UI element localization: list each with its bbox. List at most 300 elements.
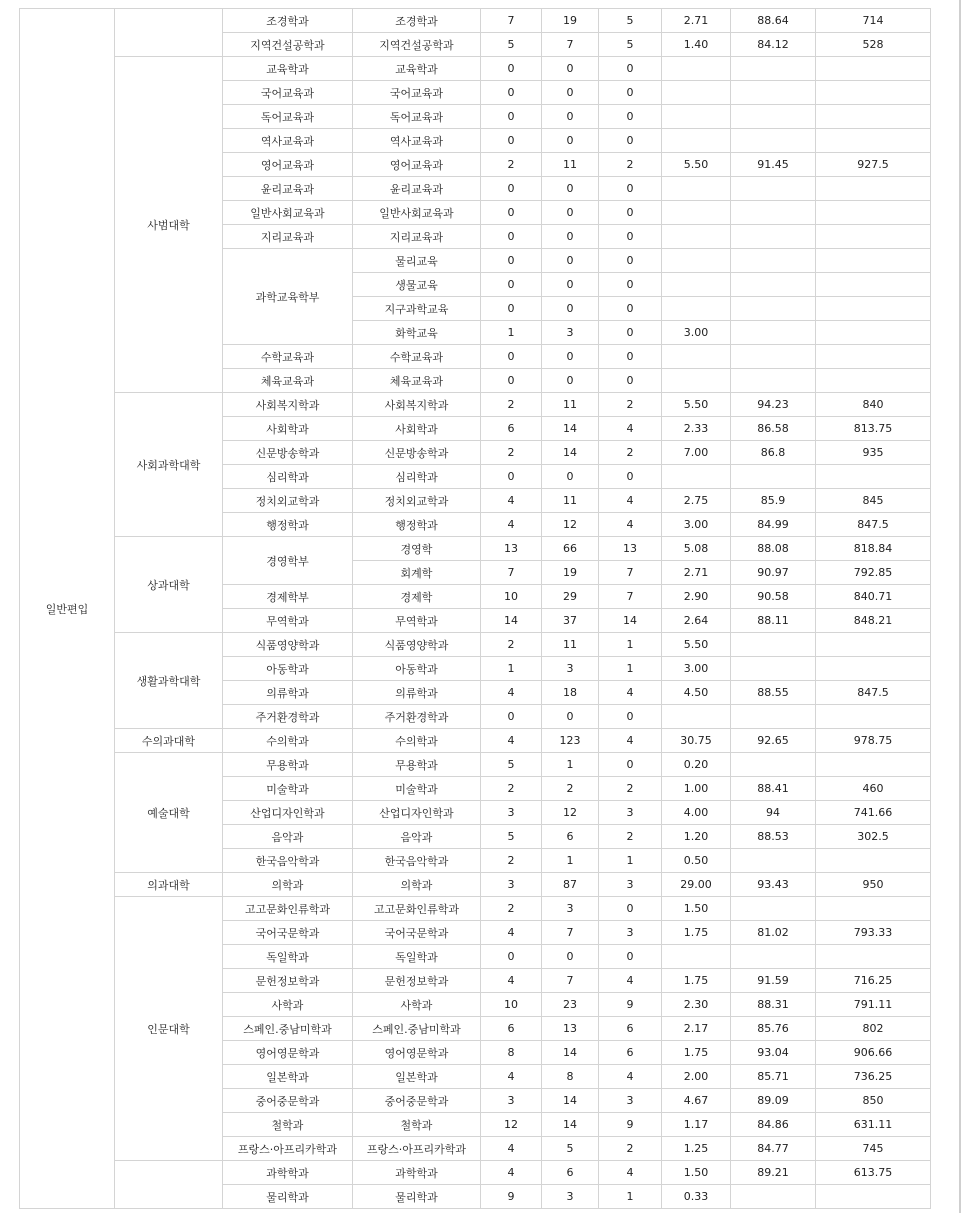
competition-ratio-cell: 2.75 [662, 489, 731, 513]
average-score-cell [731, 369, 816, 393]
applicant-count-cell: 87 [542, 873, 599, 897]
total-score-cell: 818.84 [816, 537, 931, 561]
department-cell: 신문방송학과 [223, 441, 353, 465]
major-cell: 경영학 [353, 537, 481, 561]
major-cell: 경제학 [353, 585, 481, 609]
recruit-count-cell: 4 [481, 921, 542, 945]
average-score-cell: 85.9 [731, 489, 816, 513]
recruit-count-cell: 7 [481, 561, 542, 585]
major-cell: 산업디자인학과 [353, 801, 481, 825]
applicant-count-cell: 0 [542, 297, 599, 321]
recruit-count-cell: 0 [481, 705, 542, 729]
total-score-cell: 791.11 [816, 993, 931, 1017]
competition-ratio-cell: 1.40 [662, 33, 731, 57]
total-score-cell: 792.85 [816, 561, 931, 585]
table-body [20, 9, 931, 1209]
applicant-count-cell: 11 [542, 153, 599, 177]
total-score-cell: 847.5 [816, 513, 931, 537]
total-score-cell [816, 897, 931, 921]
competition-ratio-cell: 3.00 [662, 657, 731, 681]
competition-ratio-cell: 1.20 [662, 825, 731, 849]
admitted-count-cell: 3 [599, 921, 662, 945]
department-cell: 프랑스·아프리카학과 [223, 1137, 353, 1161]
major-cell: 일반사회교육과 [353, 201, 481, 225]
applicant-count-cell: 3 [542, 657, 599, 681]
applicant-count-cell: 14 [542, 1041, 599, 1065]
admission-results-table [19, 8, 931, 1209]
recruit-count-cell: 2 [481, 633, 542, 657]
average-score-cell: 88.08 [731, 537, 816, 561]
department-cell: 조경학과 [223, 9, 353, 33]
table-row [20, 393, 931, 417]
major-cell: 국어국문학과 [353, 921, 481, 945]
applicant-count-cell: 0 [542, 81, 599, 105]
average-score-cell: 94.23 [731, 393, 816, 417]
total-score-cell: 847.5 [816, 681, 931, 705]
department-cell: 역사교육과 [223, 129, 353, 153]
total-score-cell [816, 705, 931, 729]
applicant-count-cell: 0 [542, 705, 599, 729]
total-score-cell: 845 [816, 489, 931, 513]
major-cell: 국어교육과 [353, 81, 481, 105]
competition-ratio-cell: 5.50 [662, 393, 731, 417]
competition-ratio-cell: 3.00 [662, 321, 731, 345]
recruit-count-cell: 4 [481, 513, 542, 537]
total-score-cell [816, 297, 931, 321]
competition-ratio-cell: 29.00 [662, 873, 731, 897]
admitted-count-cell: 1 [599, 1185, 662, 1209]
total-score-cell [816, 177, 931, 201]
total-score-cell: 460 [816, 777, 931, 801]
admitted-count-cell: 0 [599, 201, 662, 225]
applicant-count-cell: 0 [542, 465, 599, 489]
major-cell: 역사교육과 [353, 129, 481, 153]
department-cell: 독어교육과 [223, 105, 353, 129]
competition-ratio-cell: 4.50 [662, 681, 731, 705]
recruit-count-cell: 4 [481, 681, 542, 705]
competition-ratio-cell: 2.00 [662, 1065, 731, 1089]
department-cell: 의류학과 [223, 681, 353, 705]
competition-ratio-cell: 1.75 [662, 921, 731, 945]
major-cell: 스페인.중남미학과 [353, 1017, 481, 1041]
table-row [20, 753, 931, 777]
applicant-count-cell: 6 [542, 825, 599, 849]
college-cell: 생활과학대학 [115, 633, 223, 729]
major-cell: 식품영양학과 [353, 633, 481, 657]
major-cell: 과학학과 [353, 1161, 481, 1185]
applicant-count-cell: 0 [542, 177, 599, 201]
major-cell: 독일학과 [353, 945, 481, 969]
applicant-count-cell: 1 [542, 849, 599, 873]
competition-ratio-cell: 2.64 [662, 609, 731, 633]
average-score-cell [731, 177, 816, 201]
table-row [20, 729, 931, 753]
recruit-count-cell: 1 [481, 657, 542, 681]
admitted-count-cell: 7 [599, 585, 662, 609]
average-score-cell [731, 465, 816, 489]
admitted-count-cell: 2 [599, 153, 662, 177]
table-row [20, 873, 931, 897]
major-cell: 아동학과 [353, 657, 481, 681]
average-score-cell: 93.43 [731, 873, 816, 897]
recruit-count-cell: 2 [481, 441, 542, 465]
average-score-cell [731, 321, 816, 345]
total-score-cell [816, 129, 931, 153]
competition-ratio-cell: 2.71 [662, 9, 731, 33]
recruit-count-cell: 0 [481, 57, 542, 81]
competition-ratio-cell [662, 369, 731, 393]
average-score-cell: 84.12 [731, 33, 816, 57]
recruit-count-cell: 4 [481, 489, 542, 513]
average-score-cell [731, 57, 816, 81]
competition-ratio-cell: 2.33 [662, 417, 731, 441]
competition-ratio-cell: 2.90 [662, 585, 731, 609]
department-cell: 영어교육과 [223, 153, 353, 177]
major-cell: 수의학과 [353, 729, 481, 753]
applicant-count-cell: 19 [542, 561, 599, 585]
department-cell: 문헌정보학과 [223, 969, 353, 993]
major-cell: 생물교육 [353, 273, 481, 297]
recruit-count-cell: 4 [481, 1065, 542, 1089]
department-cell: 철학과 [223, 1113, 353, 1137]
average-score-cell [731, 945, 816, 969]
competition-ratio-cell [662, 273, 731, 297]
competition-ratio-cell [662, 201, 731, 225]
recruit-count-cell: 0 [481, 945, 542, 969]
average-score-cell: 84.99 [731, 513, 816, 537]
major-cell: 고고문화인류학과 [353, 897, 481, 921]
total-score-cell: 714 [816, 9, 931, 33]
average-score-cell: 84.77 [731, 1137, 816, 1161]
average-score-cell: 88.41 [731, 777, 816, 801]
college-cell: 사범대학 [115, 57, 223, 393]
recruit-count-cell: 9 [481, 1185, 542, 1209]
total-score-cell: 631.11 [816, 1113, 931, 1137]
major-cell: 일본학과 [353, 1065, 481, 1089]
major-cell: 지구과학교육 [353, 297, 481, 321]
average-score-cell [731, 297, 816, 321]
recruit-count-cell: 6 [481, 1017, 542, 1041]
average-score-cell: 90.97 [731, 561, 816, 585]
admitted-count-cell: 0 [599, 81, 662, 105]
average-score-cell [731, 249, 816, 273]
admitted-count-cell: 5 [599, 9, 662, 33]
major-cell: 정치외교학과 [353, 489, 481, 513]
admitted-count-cell: 0 [599, 897, 662, 921]
total-score-cell [816, 465, 931, 489]
recruit-count-cell: 0 [481, 81, 542, 105]
major-cell: 교육학과 [353, 57, 481, 81]
applicant-count-cell: 0 [542, 345, 599, 369]
competition-ratio-cell: 0.20 [662, 753, 731, 777]
competition-ratio-cell: 1.25 [662, 1137, 731, 1161]
department-cell: 무역학과 [223, 609, 353, 633]
major-cell: 음악과 [353, 825, 481, 849]
competition-ratio-cell [662, 105, 731, 129]
applicant-count-cell: 0 [542, 273, 599, 297]
competition-ratio-cell: 2.71 [662, 561, 731, 585]
average-score-cell: 86.58 [731, 417, 816, 441]
applicant-count-cell: 18 [542, 681, 599, 705]
major-cell: 영어영문학과 [353, 1041, 481, 1065]
admitted-count-cell: 0 [599, 105, 662, 129]
department-cell: 고고문화인류학과 [223, 897, 353, 921]
competition-ratio-cell: 1.00 [662, 777, 731, 801]
competition-ratio-cell [662, 225, 731, 249]
average-score-cell [731, 657, 816, 681]
competition-ratio-cell: 5.50 [662, 633, 731, 657]
average-score-cell [731, 201, 816, 225]
applicant-count-cell: 7 [542, 33, 599, 57]
total-score-cell [816, 1185, 931, 1209]
applicant-count-cell: 3 [542, 897, 599, 921]
total-score-cell [816, 321, 931, 345]
department-cell: 물리학과 [223, 1185, 353, 1209]
admitted-count-cell: 3 [599, 1089, 662, 1113]
admitted-count-cell: 0 [599, 57, 662, 81]
admitted-count-cell: 13 [599, 537, 662, 561]
average-score-cell [731, 849, 816, 873]
average-score-cell: 92.65 [731, 729, 816, 753]
department-cell: 일본학과 [223, 1065, 353, 1089]
major-cell: 독어교육과 [353, 105, 481, 129]
admitted-count-cell: 6 [599, 1017, 662, 1041]
competition-ratio-cell: 0.33 [662, 1185, 731, 1209]
applicant-count-cell: 8 [542, 1065, 599, 1089]
department-cell: 한국음악학과 [223, 849, 353, 873]
competition-ratio-cell: 2.17 [662, 1017, 731, 1041]
total-score-cell [816, 81, 931, 105]
average-score-cell [731, 633, 816, 657]
average-score-cell: 93.04 [731, 1041, 816, 1065]
average-score-cell: 84.86 [731, 1113, 816, 1137]
average-score-cell: 85.76 [731, 1017, 816, 1041]
total-score-cell: 978.75 [816, 729, 931, 753]
applicant-count-cell: 0 [542, 225, 599, 249]
recruit-count-cell: 7 [481, 9, 542, 33]
applicant-count-cell: 12 [542, 513, 599, 537]
admitted-count-cell: 2 [599, 441, 662, 465]
recruit-count-cell: 4 [481, 729, 542, 753]
total-score-cell [816, 369, 931, 393]
recruit-count-cell: 4 [481, 1137, 542, 1161]
major-cell: 의학과 [353, 873, 481, 897]
average-score-cell [731, 225, 816, 249]
admitted-count-cell: 0 [599, 945, 662, 969]
average-score-cell: 91.45 [731, 153, 816, 177]
college-cell: 인문대학 [115, 897, 223, 1161]
applicant-count-cell: 19 [542, 9, 599, 33]
recruit-count-cell: 0 [481, 273, 542, 297]
recruit-count-cell: 2 [481, 393, 542, 417]
table-row [20, 1161, 931, 1185]
admitted-count-cell: 3 [599, 801, 662, 825]
competition-ratio-cell: 30.75 [662, 729, 731, 753]
department-cell: 체육교육과 [223, 369, 353, 393]
competition-ratio-cell: 1.50 [662, 1161, 731, 1185]
department-cell: 국어국문학과 [223, 921, 353, 945]
competition-ratio-cell: 4.00 [662, 801, 731, 825]
applicant-count-cell: 11 [542, 633, 599, 657]
applicant-count-cell: 0 [542, 105, 599, 129]
table-row [20, 57, 931, 81]
applicant-count-cell: 11 [542, 489, 599, 513]
admitted-count-cell: 5 [599, 33, 662, 57]
department-cell: 과학학과 [223, 1161, 353, 1185]
total-score-cell [816, 657, 931, 681]
recruit-count-cell: 10 [481, 993, 542, 1017]
competition-ratio-cell: 4.67 [662, 1089, 731, 1113]
admitted-count-cell: 4 [599, 417, 662, 441]
total-score-cell: 528 [816, 33, 931, 57]
admission-type-cell: 일반편입 [20, 9, 115, 1209]
total-score-cell: 793.33 [816, 921, 931, 945]
department-cell: 사회학과 [223, 417, 353, 441]
total-score-cell: 736.25 [816, 1065, 931, 1089]
average-score-cell [731, 345, 816, 369]
average-score-cell [731, 81, 816, 105]
recruit-count-cell: 0 [481, 369, 542, 393]
table-row [20, 897, 931, 921]
admission-table-container [19, 8, 931, 1209]
applicant-count-cell: 0 [542, 945, 599, 969]
competition-ratio-cell [662, 465, 731, 489]
average-score-cell [731, 705, 816, 729]
admitted-count-cell: 4 [599, 1161, 662, 1185]
recruit-count-cell: 8 [481, 1041, 542, 1065]
applicant-count-cell: 7 [542, 921, 599, 945]
table-row [20, 633, 931, 657]
admitted-count-cell: 9 [599, 993, 662, 1017]
major-cell: 물리교육 [353, 249, 481, 273]
competition-ratio-cell [662, 345, 731, 369]
college-cell [115, 9, 223, 57]
average-score-cell: 88.11 [731, 609, 816, 633]
recruit-count-cell: 6 [481, 417, 542, 441]
department-cell: 지리교육과 [223, 225, 353, 249]
applicant-count-cell: 123 [542, 729, 599, 753]
major-cell: 행정학과 [353, 513, 481, 537]
average-score-cell: 88.53 [731, 825, 816, 849]
admitted-count-cell: 0 [599, 321, 662, 345]
admitted-count-cell: 14 [599, 609, 662, 633]
total-score-cell: 950 [816, 873, 931, 897]
competition-ratio-cell [662, 945, 731, 969]
major-cell: 사회학과 [353, 417, 481, 441]
recruit-count-cell: 3 [481, 801, 542, 825]
recruit-count-cell: 13 [481, 537, 542, 561]
total-score-cell [816, 945, 931, 969]
applicant-count-cell: 66 [542, 537, 599, 561]
competition-ratio-cell: 1.50 [662, 897, 731, 921]
admitted-count-cell: 0 [599, 705, 662, 729]
average-score-cell [731, 105, 816, 129]
competition-ratio-cell [662, 129, 731, 153]
admitted-count-cell: 3 [599, 873, 662, 897]
average-score-cell: 90.58 [731, 585, 816, 609]
total-score-cell [816, 225, 931, 249]
competition-ratio-cell [662, 249, 731, 273]
major-cell: 의류학과 [353, 681, 481, 705]
applicant-count-cell: 14 [542, 1089, 599, 1113]
applicant-count-cell: 13 [542, 1017, 599, 1041]
department-cell: 수학교육과 [223, 345, 353, 369]
major-cell: 심리학과 [353, 465, 481, 489]
admitted-count-cell: 2 [599, 825, 662, 849]
recruit-count-cell: 2 [481, 897, 542, 921]
average-score-cell: 88.31 [731, 993, 816, 1017]
table-row [20, 537, 931, 561]
admitted-count-cell: 0 [599, 345, 662, 369]
major-cell: 한국음악학과 [353, 849, 481, 873]
average-score-cell [731, 1185, 816, 1209]
competition-ratio-cell [662, 705, 731, 729]
major-cell: 주거환경학과 [353, 705, 481, 729]
department-cell: 행정학과 [223, 513, 353, 537]
competition-ratio-cell: 1.75 [662, 1041, 731, 1065]
applicant-count-cell: 14 [542, 417, 599, 441]
recruit-count-cell: 4 [481, 1161, 542, 1185]
average-score-cell: 85.71 [731, 1065, 816, 1089]
department-cell: 영어영문학과 [223, 1041, 353, 1065]
recruit-count-cell: 2 [481, 849, 542, 873]
recruit-count-cell: 5 [481, 825, 542, 849]
competition-ratio-cell: 3.00 [662, 513, 731, 537]
college-cell [115, 1161, 223, 1209]
competition-ratio-cell: 0.50 [662, 849, 731, 873]
admitted-count-cell: 0 [599, 273, 662, 297]
department-cell: 과학교육학부 [223, 249, 353, 345]
department-cell: 독일학과 [223, 945, 353, 969]
total-score-cell: 745 [816, 1137, 931, 1161]
major-cell: 영어교육과 [353, 153, 481, 177]
total-score-cell [816, 633, 931, 657]
admitted-count-cell: 0 [599, 297, 662, 321]
table-row [20, 9, 931, 33]
major-cell: 사학과 [353, 993, 481, 1017]
average-score-cell [731, 129, 816, 153]
major-cell: 무역학과 [353, 609, 481, 633]
competition-ratio-cell: 2.30 [662, 993, 731, 1017]
applicant-count-cell: 6 [542, 1161, 599, 1185]
major-cell: 지역건설공학과 [353, 33, 481, 57]
applicant-count-cell: 0 [542, 249, 599, 273]
major-cell: 화학교육 [353, 321, 481, 345]
admitted-count-cell: 4 [599, 729, 662, 753]
recruit-count-cell: 0 [481, 345, 542, 369]
department-cell: 산업디자인학과 [223, 801, 353, 825]
total-score-cell [816, 849, 931, 873]
college-cell: 예술대학 [115, 753, 223, 873]
applicant-count-cell: 1 [542, 753, 599, 777]
admitted-count-cell: 4 [599, 513, 662, 537]
total-score-cell: 302.5 [816, 825, 931, 849]
total-score-cell [816, 273, 931, 297]
competition-ratio-cell: 7.00 [662, 441, 731, 465]
recruit-count-cell: 12 [481, 1113, 542, 1137]
admitted-count-cell: 0 [599, 225, 662, 249]
recruit-count-cell: 1 [481, 321, 542, 345]
department-cell: 아동학과 [223, 657, 353, 681]
competition-ratio-cell: 1.75 [662, 969, 731, 993]
recruit-count-cell: 10 [481, 585, 542, 609]
recruit-count-cell: 0 [481, 225, 542, 249]
recruit-count-cell: 0 [481, 297, 542, 321]
department-cell: 윤리교육과 [223, 177, 353, 201]
major-cell: 문헌정보학과 [353, 969, 481, 993]
competition-ratio-cell: 5.08 [662, 537, 731, 561]
admitted-count-cell: 1 [599, 657, 662, 681]
